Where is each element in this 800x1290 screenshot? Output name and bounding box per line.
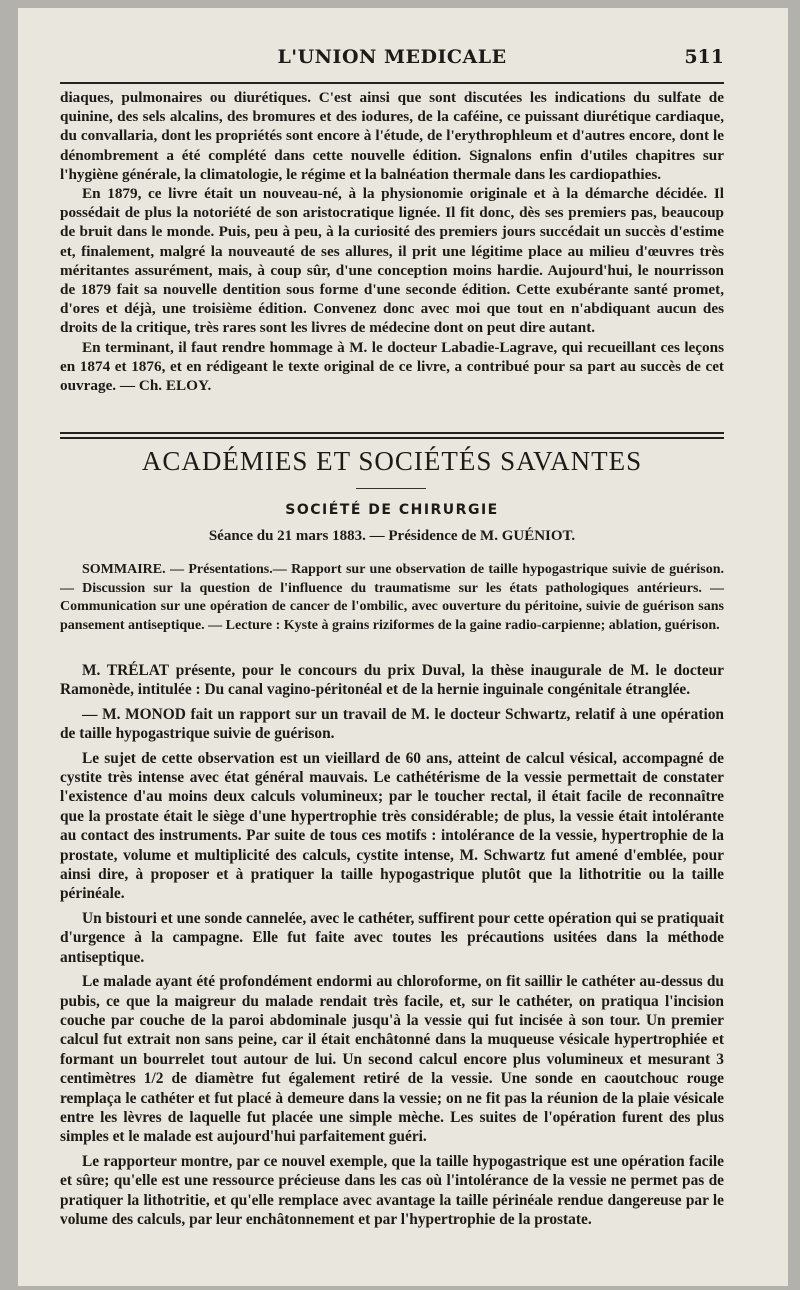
minutes-paragraph: Un bistouri et une sonde cannelée, avec le cathéter, suffirent pour cette opération qui se pratiquait d'urgence à la campagne. Elle fut faite avec toutes les précautions usitées dans la méthode antiseptique. [60, 909, 724, 966]
speaker-name: — M. MONOD [82, 705, 186, 723]
page-header [60, 46, 724, 74]
minutes-paragraph: M. TRÉLAT présente, pour le concours du prix Duval, la thèse inaugurale de M. le docteur Ramonède, intitulée : Du canal vagino-péritonéal et de la hernie inguinale congénitale étranglée. [60, 662, 724, 699]
header-rule [60, 82, 724, 84]
section-divider [60, 432, 724, 442]
review-paragraph: En 1879, ce livre était un nouveau-né, à la physionomie originale et à la démarche décidée. Il possédait de plus la notoriété de son aristocratique lignée. Il fit donc, dès ses premiers pas, beaucoup de bruit dans le monde. Puis, peu à peu, à la curiosité des premiers jours succédait un succès d'estime et, finalement, malgré la nouveauté de ses allures, il prit une légitime place au milieu d'œuvres très méritantes assurément, mais, à coup sûr, d'une conception moins hardie. Aujourd'hui, le nourrisson de 1879 fait sa nouvelle dentition sous forme d'une seconde édition. Cette exubérante santé promet, d'ores et déjà, une troisième édition. Convenez donc avec moi que tout en n'abdiquant aucun des droits de la critique, très rares sont les livres de médecine dont on peut dire autant. [60, 185, 724, 337]
minutes-paragraph: Le rapporteur montre, par ce nouvel exemple, que la taille hypogastrique est une opération facile et sûre; qu'elle est une ressource précieuse dans les cas où l'intolérance de la vessie ne permet pas de pratiquer la lithotritie, et qu'elle remplace avec avantage la taille périnéale rendue dangereuse par le volume des calculs, par leur enchâtonnement et par l'hypertrophie de la prostate. [60, 1152, 724, 1228]
review-paragraph: diaques, pulmonaires ou diurétiques. C'est ainsi que sont discutées les indications du sulfate de quinine, des sels alcalins, des bromures et des iodures, de la caféine, ce puissant diurétique cardiaque, du convallaria, dont les propriétés sont encore à l'étude, de l'erythrophleum et d'autres encore, dont le dénombrement a été complété dans cette nouvelle édition. Signalons enfin d'utiles chapitres sur l'hygiène générale, la climatologie, le régime et la balnéation thermale dans les cardiopathies. [60, 89, 724, 183]
running-title: L'UNION MEDICALE [277, 46, 507, 68]
session-line: Séance du 21 mars 1883. — Présidence de M. GUÉNIOT. [208, 528, 576, 544]
book-review-text [60, 88, 724, 395]
minutes-paragraph: Le malade ayant été profondément endormi au chloroforme, on fit saillir le cathéter au-dessus du pubis, ce que la maigreur du malade rendait très facile, et, sur le cathéter, on pratiqua l'incision couche par couche de la paroi abdominale jusqu'à la vessie qui fut incisée à son tour. Un premier calcul fut extrait non sans peine, car il était enchâtonné dans la muqueuse vésicale hypertrophiée et formant un bourrelet tout autour de lui. Un second calcul encore plus volumineux et mesurant 3 centimètres 1/2 de diamètre fut également retiré de la vessie. Une sonde en caoutchouc rouge remplaça le cathéter et fut placé à demeure dans la vessie; on ne fit pas la réunion de la plaie vésicale entre les lèvres de laquelle fut placée une simple mèche. Les suites de l'opération furent des plus simples et le malade est aujourd'hui parfaitement guéri. [60, 973, 724, 1146]
review-paragraph: En terminant, il faut rendre hommage à M. le docteur Labadie-Lagrave, qui recueillant ces leçons en 1874 et 1876, et en rédigeant le texte original de ce livre, a contribué pour sa part au succès de cet ouvrage. — Ch. ELOY. [60, 338, 724, 395]
session-summary [60, 561, 724, 635]
society-name: SOCIÉTÉ DE CHIRURGIE [285, 502, 499, 518]
page-number: 511 [684, 46, 724, 68]
minutes-paragraph: — M. MONOD fait un rapport sur un travail de M. le docteur Schwartz, relatif à une opération de taille hypogastrique suivie de guérison. [60, 705, 724, 743]
heading-rule [356, 488, 426, 489]
book-page [18, 8, 788, 1286]
session-minutes [60, 661, 724, 1229]
summary-text: — Présentations.— Rapport sur une observation de taille hypogastrique suivie de guérison. — Discussion sur la question de l'influence du traumatisme sur les états pathologiques antérieurs. — Communication sur une opération de cancer de l'ombilic, avec ouverture du péritoine, suivie de guérison sans pansement antiseptique. — Lecture : Kyste à grains riziformes de la gaine radio-carpienne; ablation, guérison. [60, 562, 724, 633]
summary-label: SOMMAIRE. [82, 562, 166, 577]
minutes-paragraph: Le sujet de cette observation est un vieillard de 60 ans, atteint de calcul vésical, accompagné de cystite très intense avec état général mauvais. Le cathétérisme de la vessie permettait de constater l'existence d'au moins deux calculs volumineux; par le toucher rectal, il était facile de reconnaître que la prostate était le siège d'une hypertrophie très considérable; de plus, la vessie était intolérante au contact des instruments. Par suite de tous ces motifs : intolérance de la vessie, hypertrophie de la prostate, volume et multiplicité des calculs, cystite intense, M. Schwartz fut amené d'emblée, pour ainsi dire, à proposer et à pratiquer la taille hypogastrique plutôt que la lithotritie ou la taille périnéale. [60, 749, 724, 903]
speaker-name: M. TRÉLAT [82, 662, 170, 679]
section-heading: ACADÉMIES ET SOCIÉTÉS SAVANTES [141, 446, 643, 476]
